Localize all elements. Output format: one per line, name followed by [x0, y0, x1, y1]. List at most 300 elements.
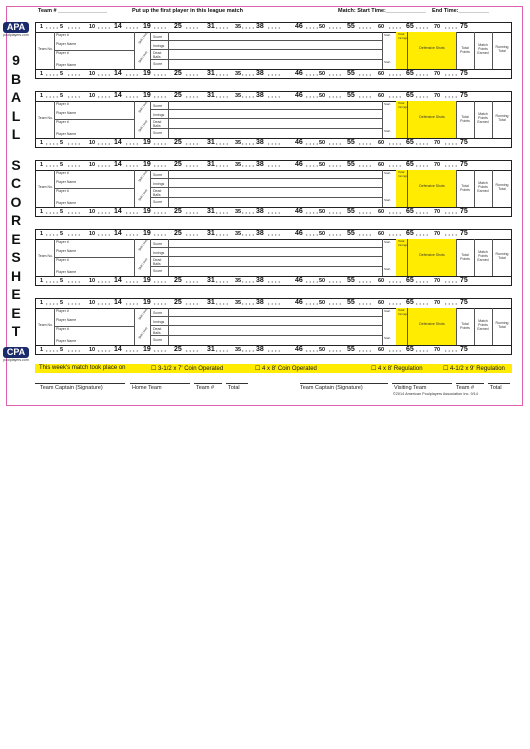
scale-number[interactable]: 60 — [378, 231, 385, 237]
scale-number[interactable]: 38 — [256, 230, 264, 237]
player-name-label[interactable]: Player Name — [56, 132, 77, 136]
scale-dots[interactable]: • • • • — [126, 301, 139, 306]
player-name-label[interactable]: Player Name — [56, 111, 77, 115]
scale-number[interactable]: 38 — [256, 139, 264, 146]
visiting-team-line[interactable] — [392, 383, 452, 384]
scale-number[interactable]: 19 — [143, 299, 151, 306]
scale-number[interactable]: 19 — [143, 139, 151, 146]
player-number-label[interactable]: Player # — [56, 51, 69, 55]
scale-number[interactable]: 10 — [89, 71, 96, 77]
scale-number[interactable]: 35 — [235, 278, 242, 284]
scale-number[interactable]: 19 — [143, 92, 151, 99]
scale-dots[interactable]: • • • • — [329, 210, 342, 215]
scale-number[interactable]: 70 — [434, 300, 441, 306]
scale-number[interactable]: 55 — [347, 70, 355, 77]
scale-number[interactable]: 35 — [235, 24, 242, 30]
scale-dots[interactable]: • • • • — [186, 94, 199, 99]
scale-dots[interactable]: • • • • — [126, 94, 139, 99]
scale-number[interactable]: 1 — [40, 93, 44, 99]
scale-dots[interactable]: • • • • — [68, 232, 81, 237]
scale-dots[interactable]: • • • • — [268, 210, 281, 215]
scale-number[interactable]: 1 — [40, 278, 44, 284]
scale-dots[interactable]: • • • • — [389, 163, 402, 168]
scale-dots[interactable]: • • • • — [389, 210, 402, 215]
scale-dots[interactable]: • • • • — [359, 348, 372, 353]
scale-number[interactable]: 70 — [434, 93, 441, 99]
scale-number[interactable]: 10 — [89, 209, 96, 215]
scale-number[interactable]: 65 — [406, 299, 414, 306]
scale-number[interactable]: 1 — [40, 71, 44, 77]
scale-dots[interactable]: • • • • — [329, 163, 342, 168]
scale-dots[interactable]: • • • • — [68, 72, 81, 77]
scale-number[interactable]: 65 — [406, 230, 414, 237]
scale-dots[interactable]: • • • • — [154, 25, 167, 30]
scale-number[interactable]: 38 — [256, 346, 264, 353]
scale-dots[interactable]: • • • • — [416, 25, 429, 30]
scale-dots[interactable]: • • • • — [98, 232, 111, 237]
scale-number[interactable]: 31 — [207, 139, 215, 146]
scale-dots[interactable]: • • • • — [46, 163, 59, 168]
scale-dots[interactable]: • • • • — [186, 348, 199, 353]
scale-dots[interactable]: • • • • — [154, 301, 167, 306]
scale-dots[interactable]: • • • • — [445, 72, 458, 77]
scale-number[interactable]: 14 — [114, 346, 122, 353]
scale-number[interactable]: 14 — [114, 23, 122, 30]
scale-dots[interactable]: • • • • — [306, 279, 319, 284]
scale-dots[interactable]: • • • • — [98, 210, 111, 215]
scale-number[interactable]: 10 — [89, 231, 96, 237]
scale-dots[interactable]: • • • • — [242, 141, 255, 146]
scale-dots[interactable]: • • • • — [306, 210, 319, 215]
scale-dots[interactable]: • • • • — [126, 279, 139, 284]
scale-dots[interactable]: • • • • — [359, 279, 372, 284]
scale-dots[interactable]: • • • • — [46, 279, 59, 284]
scale-number[interactable]: 5 — [60, 300, 64, 306]
scale-dots[interactable]: • • • • — [359, 301, 372, 306]
scale-dots[interactable]: • • • • — [46, 72, 59, 77]
scale-dots[interactable]: • • • • — [445, 163, 458, 168]
scale-dots[interactable]: • • • • — [268, 232, 281, 237]
scale-number[interactable]: 5 — [60, 93, 64, 99]
scale-number[interactable]: 5 — [60, 231, 64, 237]
player-number-label[interactable]: Player # — [56, 102, 69, 106]
scale-number[interactable]: 46 — [295, 161, 303, 168]
scale-dots[interactable]: • • • • — [359, 94, 372, 99]
scale-number[interactable]: 50 — [319, 278, 326, 284]
scale-dots[interactable]: • • • • — [389, 301, 402, 306]
scale-dots[interactable]: • • • • — [154, 348, 167, 353]
scale-number[interactable]: 10 — [89, 300, 96, 306]
scale-dots[interactable]: • • • • — [126, 72, 139, 77]
scale-number[interactable]: 50 — [319, 71, 326, 77]
scale-number[interactable]: 31 — [207, 70, 215, 77]
scale-dots[interactable]: • • • • — [242, 94, 255, 99]
scale-dots[interactable]: • • • • — [445, 25, 458, 30]
scale-number[interactable]: 55 — [347, 230, 355, 237]
scale-number[interactable]: 50 — [319, 162, 326, 168]
scale-dots[interactable]: • • • • — [416, 163, 429, 168]
sig-line-home[interactable] — [35, 383, 125, 384]
scale-number[interactable]: 75 — [460, 92, 468, 99]
scale-number[interactable]: 19 — [143, 346, 151, 353]
scale-number[interactable]: 35 — [235, 93, 242, 99]
scale-dots[interactable]: • • • • — [126, 232, 139, 237]
scale-number[interactable]: 50 — [319, 209, 326, 215]
scale-dots[interactable]: • • • • — [216, 163, 229, 168]
visiting-team-num-line[interactable] — [456, 383, 484, 384]
scale-number[interactable]: 46 — [295, 299, 303, 306]
scale-number[interactable]: 1 — [40, 300, 44, 306]
scale-number[interactable]: 19 — [143, 208, 151, 215]
option-reg-9ft[interactable]: ☐ 4-1/2 x 9' Regulation — [443, 366, 505, 372]
scale-dots[interactable]: • • • • — [186, 301, 199, 306]
scale-dots[interactable]: • • • • — [68, 279, 81, 284]
scale-dots[interactable]: • • • • — [186, 210, 199, 215]
scale-dots[interactable]: • • • • — [46, 301, 59, 306]
scale-number[interactable]: 5 — [60, 209, 64, 215]
scale-number[interactable]: 1 — [40, 347, 44, 353]
scale-dots[interactable]: • • • • — [359, 25, 372, 30]
scale-dots[interactable]: • • • • — [216, 232, 229, 237]
home-team-line[interactable] — [130, 383, 190, 384]
scale-number[interactable]: 25 — [174, 139, 182, 146]
scale-number[interactable]: 50 — [319, 300, 326, 306]
player-name-label[interactable]: Player Name — [56, 180, 77, 184]
scale-dots[interactable]: • • • • — [216, 301, 229, 306]
scale-number[interactable]: 10 — [89, 93, 96, 99]
scale-dots[interactable]: • • • • — [46, 141, 59, 146]
scale-number[interactable]: 25 — [174, 70, 182, 77]
scale-number[interactable]: 60 — [378, 71, 385, 77]
scale-dots[interactable]: • • • • — [306, 72, 319, 77]
scale-dots[interactable]: • • • • — [98, 301, 111, 306]
scale-number[interactable]: 25 — [174, 277, 182, 284]
player-number-label[interactable]: Player # — [56, 120, 69, 124]
scale-number[interactable]: 55 — [347, 208, 355, 215]
scale-number[interactable]: 38 — [256, 92, 264, 99]
scale-dots[interactable]: • • • • — [306, 348, 319, 353]
scale-dots[interactable]: • • • • — [359, 72, 372, 77]
scale-number[interactable]: 31 — [207, 208, 215, 215]
scale-number[interactable]: 38 — [256, 208, 264, 215]
scale-number[interactable]: 50 — [319, 140, 326, 146]
scale-dots[interactable]: • • • • — [242, 210, 255, 215]
scale-dots[interactable]: • • • • — [242, 279, 255, 284]
scale-dots[interactable]: • • • • — [216, 141, 229, 146]
scale-dots[interactable]: • • • • — [306, 163, 319, 168]
scale-number[interactable]: 50 — [319, 347, 326, 353]
scale-dots[interactable]: • • • • — [68, 301, 81, 306]
option-coin-8ft[interactable]: ☐ 4 x 8' Coin Operated — [255, 366, 317, 372]
scale-number[interactable]: 46 — [295, 92, 303, 99]
home-total-line[interactable] — [226, 383, 248, 384]
home-team-num-line[interactable] — [194, 383, 222, 384]
scale-dots[interactable]: • • • • — [242, 232, 255, 237]
scale-number[interactable]: 38 — [256, 23, 264, 30]
scale-number[interactable]: 38 — [256, 277, 264, 284]
scale-dots[interactable]: • • • • — [445, 279, 458, 284]
scale-dots[interactable]: • • • • — [329, 94, 342, 99]
scale-dots[interactable]: • • • • — [154, 141, 167, 146]
scale-number[interactable]: 25 — [174, 208, 182, 215]
scale-number[interactable]: 14 — [114, 139, 122, 146]
scale-dots[interactable]: • • • • — [98, 25, 111, 30]
scale-number[interactable]: 1 — [40, 24, 44, 30]
scale-dots[interactable]: • • • • — [389, 141, 402, 146]
scale-dots[interactable]: • • • • — [359, 163, 372, 168]
scale-dots[interactable]: • • • • — [98, 94, 111, 99]
scale-number[interactable]: 50 — [319, 231, 326, 237]
scale-dots[interactable]: • • • • — [268, 301, 281, 306]
scale-number[interactable]: 38 — [256, 70, 264, 77]
scale-dots[interactable]: • • • • — [242, 72, 255, 77]
scale-number[interactable]: 35 — [235, 347, 242, 353]
scale-dots[interactable]: • • • • — [154, 232, 167, 237]
scale-dots[interactable]: • • • • — [186, 72, 199, 77]
player-name-label[interactable]: Player Name — [56, 201, 77, 205]
scale-dots[interactable]: • • • • — [306, 141, 319, 146]
scale-number[interactable]: 65 — [406, 139, 414, 146]
player-number-label[interactable]: Player # — [56, 171, 69, 175]
option-coin-7ft[interactable]: ☐ 3-1/2 x 7' Coin Operated — [151, 366, 224, 372]
scale-number[interactable]: 55 — [347, 277, 355, 284]
scale-number[interactable]: 50 — [319, 24, 326, 30]
scale-number[interactable]: 75 — [460, 230, 468, 237]
player-number-label[interactable]: Player # — [56, 309, 69, 313]
scale-dots[interactable]: • • • • — [216, 25, 229, 30]
scale-dots[interactable]: • • • • — [416, 94, 429, 99]
scale-dots[interactable]: • • • • — [329, 279, 342, 284]
player-number-label[interactable]: Player # — [56, 189, 69, 193]
scale-number[interactable]: 14 — [114, 277, 122, 284]
player-name-label[interactable]: Player Name — [56, 42, 77, 46]
scale-dots[interactable]: • • • • — [46, 94, 59, 99]
scale-number[interactable]: 19 — [143, 230, 151, 237]
scale-number[interactable]: 75 — [460, 70, 468, 77]
scale-number[interactable]: 5 — [60, 24, 64, 30]
player-name-label[interactable]: Player Name — [56, 63, 77, 67]
scale-number[interactable]: 19 — [143, 23, 151, 30]
scale-number[interactable]: 60 — [378, 209, 385, 215]
scale-number[interactable]: 25 — [174, 161, 182, 168]
scale-number[interactable]: 14 — [114, 230, 122, 237]
scale-dots[interactable]: • • • • — [68, 94, 81, 99]
scale-dots[interactable]: • • • • — [68, 163, 81, 168]
scale-number[interactable]: 60 — [378, 140, 385, 146]
scale-dots[interactable]: • • • • — [329, 72, 342, 77]
scale-dots[interactable]: • • • • — [268, 141, 281, 146]
scale-number[interactable]: 1 — [40, 231, 44, 237]
scale-number[interactable]: 35 — [235, 209, 242, 215]
scale-dots[interactable]: • • • • — [445, 94, 458, 99]
scale-number[interactable]: 10 — [89, 347, 96, 353]
scale-number[interactable]: 55 — [347, 23, 355, 30]
scale-number[interactable]: 25 — [174, 23, 182, 30]
scale-number[interactable]: 70 — [434, 162, 441, 168]
scale-dots[interactable]: • • • • — [68, 141, 81, 146]
player-number-label[interactable]: Player # — [56, 327, 69, 331]
scale-dots[interactable]: • • • • — [216, 348, 229, 353]
scale-dots[interactable]: • • • • — [154, 163, 167, 168]
scale-number[interactable]: 50 — [319, 93, 326, 99]
match-end-time-field[interactable]: End Time:__________ — [432, 8, 490, 14]
scale-number[interactable]: 65 — [406, 346, 414, 353]
scale-number[interactable]: 55 — [347, 139, 355, 146]
scale-number[interactable]: 55 — [347, 346, 355, 353]
scale-dots[interactable]: • • • • — [329, 141, 342, 146]
scale-number[interactable]: 75 — [460, 139, 468, 146]
scale-dots[interactable]: • • • • — [416, 348, 429, 353]
scale-number[interactable]: 46 — [295, 230, 303, 237]
scale-dots[interactable]: • • • • — [242, 301, 255, 306]
player-name-label[interactable]: Player Name — [56, 249, 77, 253]
scale-number[interactable]: 38 — [256, 161, 264, 168]
scale-dots[interactable]: • • • • — [306, 94, 319, 99]
scale-dots[interactable]: • • • • — [416, 301, 429, 306]
match-start-time-field[interactable]: Match: Start Time:_____________ — [338, 8, 426, 14]
scale-number[interactable]: 5 — [60, 71, 64, 77]
scale-dots[interactable]: • • • • — [445, 301, 458, 306]
scale-number[interactable]: 75 — [460, 299, 468, 306]
scale-number[interactable]: 19 — [143, 161, 151, 168]
scale-dots[interactable]: • • • • — [46, 348, 59, 353]
scale-number[interactable]: 46 — [295, 277, 303, 284]
scale-number[interactable]: 60 — [378, 347, 385, 353]
scale-number[interactable]: 14 — [114, 208, 122, 215]
scale-number[interactable]: 14 — [114, 161, 122, 168]
scale-dots[interactable]: • • • • — [389, 94, 402, 99]
scale-number[interactable]: 10 — [89, 24, 96, 30]
scale-number[interactable]: 31 — [207, 23, 215, 30]
scale-dots[interactable]: • • • • — [306, 301, 319, 306]
scale-dots[interactable]: • • • • — [216, 94, 229, 99]
scale-number[interactable]: 35 — [235, 162, 242, 168]
player-number-label[interactable]: Player # — [56, 240, 69, 244]
scale-dots[interactable]: • • • • — [445, 232, 458, 237]
player-number-label[interactable]: Player # — [56, 33, 69, 37]
scale-dots[interactable]: • • • • — [242, 163, 255, 168]
team-number-field[interactable]: Team # ________________ — [38, 8, 108, 14]
scale-dots[interactable]: • • • • — [306, 232, 319, 237]
scale-number[interactable]: 65 — [406, 208, 414, 215]
scale-number[interactable]: 19 — [143, 277, 151, 284]
scale-dots[interactable]: • • • • — [98, 279, 111, 284]
scale-number[interactable]: 75 — [460, 208, 468, 215]
scale-dots[interactable]: • • • • — [268, 163, 281, 168]
scale-number[interactable]: 5 — [60, 278, 64, 284]
scale-number[interactable]: 1 — [40, 162, 44, 168]
scale-dots[interactable]: • • • • — [154, 72, 167, 77]
scale-number[interactable]: 65 — [406, 23, 414, 30]
scale-number[interactable]: 70 — [434, 209, 441, 215]
scale-dots[interactable]: • • • • — [186, 232, 199, 237]
scale-dots[interactable]: • • • • — [98, 72, 111, 77]
scale-number[interactable]: 10 — [89, 278, 96, 284]
scale-number[interactable]: 31 — [207, 230, 215, 237]
scale-dots[interactable]: • • • • — [268, 25, 281, 30]
scale-number[interactable]: 14 — [114, 299, 122, 306]
scale-number[interactable]: 5 — [60, 347, 64, 353]
scale-dots[interactable]: • • • • — [154, 279, 167, 284]
scale-number[interactable]: 35 — [235, 140, 242, 146]
scale-dots[interactable]: • • • • — [216, 72, 229, 77]
scale-number[interactable]: 65 — [406, 92, 414, 99]
scale-dots[interactable]: • • • • — [389, 279, 402, 284]
scale-dots[interactable]: • • • • — [126, 163, 139, 168]
scale-number[interactable]: 70 — [434, 71, 441, 77]
scale-number[interactable]: 70 — [434, 24, 441, 30]
scale-number[interactable]: 65 — [406, 277, 414, 284]
scale-number[interactable]: 5 — [60, 162, 64, 168]
scale-number[interactable]: 38 — [256, 299, 264, 306]
scale-number[interactable]: 60 — [378, 278, 385, 284]
scale-dots[interactable]: • • • • — [389, 232, 402, 237]
scale-dots[interactable]: • • • • — [416, 210, 429, 215]
player-name-label[interactable]: Player Name — [56, 339, 77, 343]
scale-dots[interactable]: • • • • — [445, 348, 458, 353]
scale-dots[interactable]: • • • • — [268, 279, 281, 284]
scale-dots[interactable]: • • • • — [389, 72, 402, 77]
player-name-label[interactable]: Player Name — [56, 270, 77, 274]
scale-dots[interactable]: • • • • — [68, 25, 81, 30]
scale-number[interactable]: 35 — [235, 231, 242, 237]
scale-number[interactable]: 1 — [40, 140, 44, 146]
scale-dots[interactable]: • • • • — [126, 141, 139, 146]
scale-dots[interactable]: • • • • — [216, 279, 229, 284]
scale-dots[interactable]: • • • • — [329, 25, 342, 30]
scale-dots[interactable]: • • • • — [268, 72, 281, 77]
scale-dots[interactable]: • • • • — [445, 141, 458, 146]
scale-dots[interactable]: • • • • — [126, 25, 139, 30]
scale-number[interactable]: 35 — [235, 300, 242, 306]
scale-number[interactable]: 1 — [40, 209, 44, 215]
scale-number[interactable]: 31 — [207, 92, 215, 99]
option-reg-8ft[interactable]: ☐ 4 x 8' Regulation — [371, 366, 423, 372]
scale-dots[interactable]: • • • • — [68, 210, 81, 215]
player-number-label[interactable]: Player # — [56, 258, 69, 262]
scale-dots[interactable]: • • • • — [186, 163, 199, 168]
scale-number[interactable]: 70 — [434, 140, 441, 146]
scale-dots[interactable]: • • • • — [186, 25, 199, 30]
scale-dots[interactable]: • • • • — [329, 348, 342, 353]
scale-dots[interactable]: • • • • — [126, 348, 139, 353]
scale-dots[interactable]: • • • • — [359, 141, 372, 146]
scale-dots[interactable]: • • • • — [46, 25, 59, 30]
scale-number[interactable]: 46 — [295, 70, 303, 77]
scale-dots[interactable]: • • • • — [268, 348, 281, 353]
sig-line-visiting[interactable] — [300, 383, 388, 384]
visiting-total-line[interactable] — [488, 383, 510, 384]
scale-number[interactable]: 25 — [174, 92, 182, 99]
scale-dots[interactable]: • • • • — [242, 25, 255, 30]
scale-number[interactable]: 25 — [174, 230, 182, 237]
scale-dots[interactable]: • • • • — [359, 232, 372, 237]
scale-dots[interactable]: • • • • — [68, 348, 81, 353]
scale-number[interactable]: 25 — [174, 346, 182, 353]
scale-number[interactable]: 10 — [89, 140, 96, 146]
scale-dots[interactable]: • • • • — [416, 141, 429, 146]
scale-dots[interactable]: • • • • — [46, 210, 59, 215]
scale-number[interactable]: 19 — [143, 70, 151, 77]
scale-dots[interactable]: • • • • — [416, 279, 429, 284]
scale-number[interactable]: 70 — [434, 278, 441, 284]
scale-number[interactable]: 55 — [347, 161, 355, 168]
scale-dots[interactable]: • • • • — [268, 94, 281, 99]
scale-dots[interactable]: • • • • — [445, 210, 458, 215]
scale-dots[interactable]: • • • • — [186, 141, 199, 146]
scale-number[interactable]: 10 — [89, 162, 96, 168]
scale-number[interactable]: 46 — [295, 139, 303, 146]
